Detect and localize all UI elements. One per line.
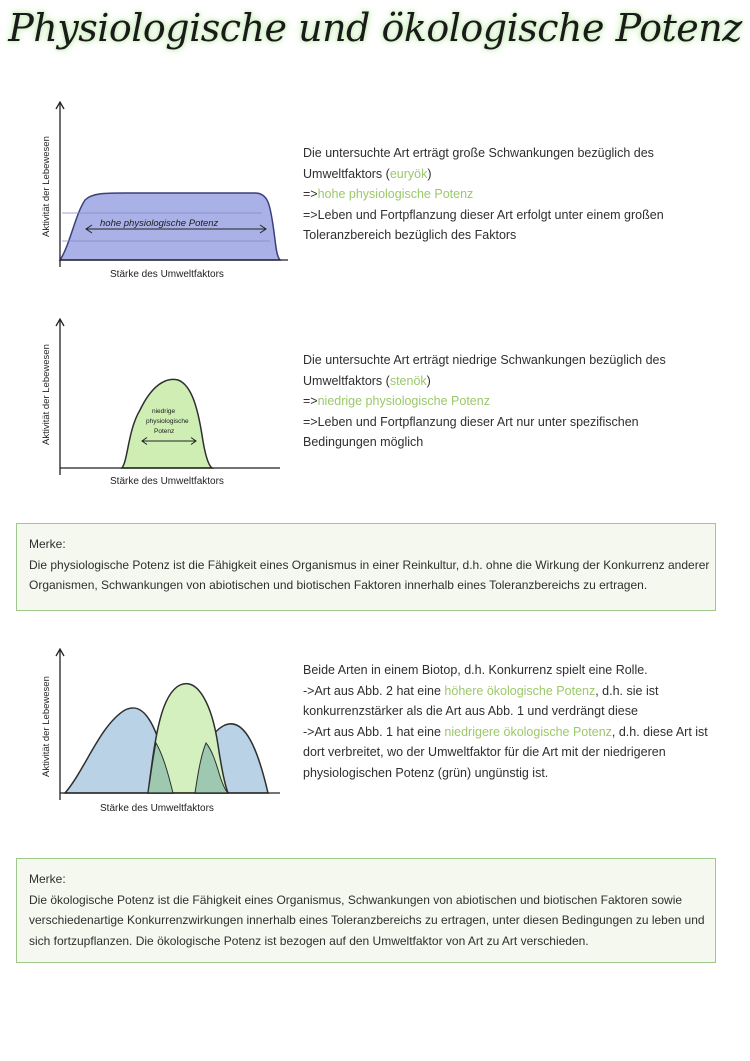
note1-heading: Merke: [29,537,66,551]
fig2-label-l2: physiologische [146,418,189,425]
term-euryoek: euryök [389,166,428,181]
fig1-arrow-label: hohe physiologische Potenz [100,218,219,229]
fig2-label-l1: niedrige [152,408,176,415]
description-stenoek: Die untersuchte Art erträgt niedrige Schwankungen bezüglich des Umweltfaktors (stenök) =>niedrige physiologische Potenz =>Leben und Fortpflanzung dieser Art nur unter spezifischen Bedingungen möglich [303,353,666,450]
fig2-label-l3: Potenz [154,428,175,435]
term-stenoek: stenök [389,373,427,388]
figure-konkurrenz [30,645,290,820]
note-oekologische-potenz: Merke: Die ökologische Potenz ist die Fähigkeit eines Organismus, Schwankungen von abiotischen und biotischen Faktoren sowie verschiedenartige Konkurrenzwirkungen innerhalb eines Toleranzbereichs zu ertragen, unter diesen Bedingungen zu leben und sich fortzupflanzen. Die ökologische Potenz ist bezogen auf den Umweltfaktor von Art zu Art verschieden. [16,858,716,963]
note2-heading: Merke: [29,872,66,886]
term-hoehere-oekologische-potenz: höhere ökologische Potenz [444,683,596,698]
fig2-ylabel: Aktivität der Lebewesen [41,344,52,445]
description-konkurrenz: Beide Arten in einem Biotop, d.h. Konkurrenz spielt eine Rolle. ->Art aus Abb. 2 hat eine höhere ökologische Potenz, d.h. sie ist konkurrenzstärker als die Art aus Abb. 1 und verdrängt diese ->Art aus Abb. 1 hat eine niedrigere ökologische Potenz, d.h. diese Art ist dort verbreitet, wo der Umweltfaktor für die Art mit der niedrigeren physiologischen Potenz (grün) ungünstig ist. [303,663,708,780]
description-euryoek: Die untersuchte Art erträgt große Schwankungen bezüglich des Umweltfaktors (euryök) =>hohe physiologische Potenz =>Leben und Fortpflanzung dieser Art erfolgt unter einem großen Toleranzbereich bezüglich des Faktors [303,146,664,243]
fig2-xlabel: Stärke des Umweltfaktors [110,476,224,487]
page-title: Physiologische und ökologische Potenz [8,6,742,50]
fig3-xlabel: Stärke des Umweltfaktors [100,803,214,814]
fig1-ylabel: Aktivität der Lebewesen [41,136,52,237]
fig1-xlabel: Stärke des Umweltfaktors [110,269,224,280]
note-physiologische-potenz: Merke: Die physiologische Potenz ist die Fähigkeit eines Organismus in einer Reinkultur, d.h. ohne die Wirkung der Konkurrenz anderer Organismen, Schwankungen von abiotischen und biotischen Faktoren innerhalb eines Toleranzbereichs zu ertragen. [16,523,716,611]
figure-euryoek [30,95,290,285]
figure-stenoek [30,315,290,495]
fig3-ylabel: Aktivität der Lebewesen [41,676,52,777]
term-niedrigere-oekologische-potenz: niedrigere ökologische Potenz [444,724,612,739]
